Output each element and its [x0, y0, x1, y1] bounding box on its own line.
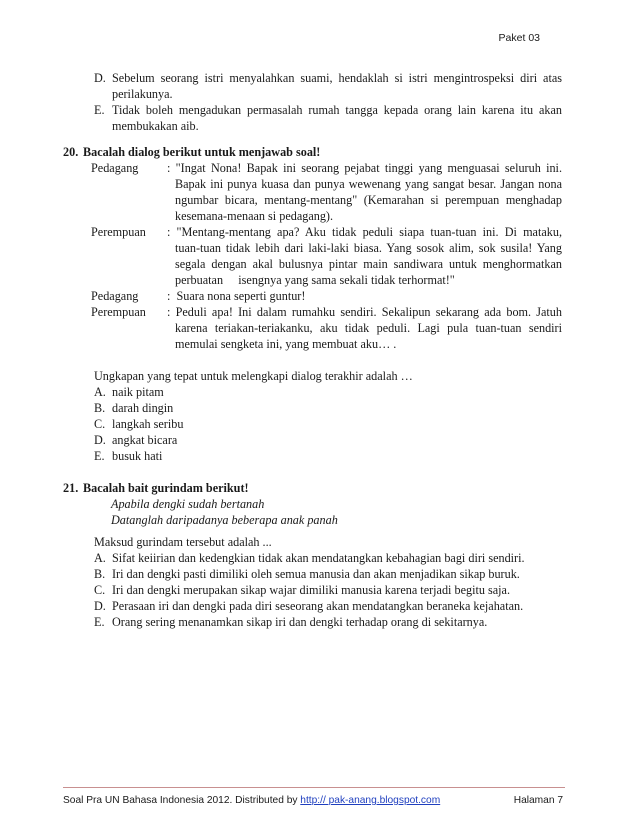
dialog-speaker: Perempuan [91, 225, 146, 239]
option-letter: E. [94, 615, 105, 629]
q20-instruction: Bacalah dialog berikut untuk menjawab soal! [83, 145, 321, 159]
q21-question: Maksud gurindam tersebut adalah ... [94, 535, 272, 549]
dialog-speaker: Pedagang [91, 161, 139, 175]
q21-instruction: Bacalah bait gurindam berikut! [83, 481, 249, 495]
dialog-speaker: Pedagang [91, 289, 139, 303]
dialog-line: : "Mentang-mentang apa? Aku tidak peduli siapa tuan-tuan ini. Di mataku, [167, 225, 562, 239]
option-letter: A. [94, 551, 106, 565]
q19-option-e-line1: Tidak boleh mengadukan permasalah rumah tangga kepada orang lain karena itu akan [112, 103, 562, 117]
option-text: Iri dan dengki merupakan sikap wajar dimiliki manusia karena terjadi begitu saja. [112, 583, 510, 597]
dialog-line: karena teriakan-teriakanku, aku tidak peduli. Lagi pula tuan-tuan sendiri [175, 321, 562, 335]
option-text: Perasaan iri dan dengki pada diri seseorang akan mendatangkan beraneka kejahatan. [112, 599, 524, 613]
q20-question: Ungkapan yang tepat untuk melengkapi dialog terakhir adalah … [94, 369, 413, 383]
q20-option-d [94, 433, 177, 449]
q19-option-d-line1: Sebelum seorang istri menyalahkan suami, hendaklah si istri mengintrospeksi diri atas [112, 71, 562, 85]
option-letter: C. [94, 417, 106, 431]
option-letter: C. [94, 583, 106, 597]
q19-option-d-letter: D. [94, 71, 106, 85]
option-text: darah dingin [112, 401, 174, 415]
gurindam-line-2: Datanglah daripadanya beberapa anak panah [111, 513, 338, 527]
option-text: Orang sering menanamkan sikap iri dan dengki terhadap orang di sekitarnya. [112, 615, 488, 629]
q21-option-e [94, 615, 564, 631]
dialog-line: : Peduli apa! Ini dalam rumahku sendiri. Sekalipun sekarang ada bom. Jatuh [167, 305, 562, 319]
footer-credit [63, 794, 440, 807]
q20-option-c [94, 417, 183, 433]
dialog-line: memulai sengketa ini, yang membuat aku… . [175, 337, 397, 351]
q20-option-a [94, 385, 164, 401]
option-text: angkat bicara [112, 433, 178, 447]
dialog-line: Bapak ini punya kuasa dan punya wewenang yang sangat besar. Jangan nona [175, 177, 562, 191]
option-text: langkah seribu [112, 417, 184, 431]
option-text: Iri dan dengki pasti dimiliki oleh semua manusia dan akan menjadikan sikap buruk. [112, 567, 520, 581]
q19-option-e-letter: E. [94, 103, 105, 117]
dialog-speaker: Perempuan [91, 305, 146, 319]
dialog-line: : "Ingat Nona! Bapak ini seorang pejabat tinggi yang menguasai seluruh ini. [167, 161, 562, 175]
q21-option-b [94, 567, 564, 583]
dialog-line: : Suara nona seperti guntur! [167, 289, 306, 303]
q20-option-e [94, 449, 162, 465]
footer-link[interactable]: http:// pak-anang.blogspot.com [300, 795, 441, 806]
option-letter: B. [94, 401, 106, 415]
dialog-line: perbuatan isengnya yang sama sekali tidak terhormat!" [175, 273, 455, 287]
option-letter: A. [94, 385, 106, 399]
q21-option-a [94, 551, 564, 567]
option-text: busuk hati [112, 449, 163, 463]
q20-number: 20. [63, 145, 79, 159]
q20-option-b [94, 401, 173, 417]
dialog-line: tuan-tuan tidak lebih dari laki-laki biasa. Yang sosok alim, sok susila! Yang [175, 241, 562, 255]
q19-option-e-line2: membukakan aib. [112, 119, 199, 133]
dialog-line: segala dengan akal bulusnya pintar main sandiwara untuk menghormatkan [175, 257, 562, 271]
option-letter: D. [94, 433, 106, 447]
option-text: naik pitam [112, 385, 164, 399]
footer-text: Soal Pra UN Bahasa Indonesia 2012. Distributed by [63, 795, 298, 806]
dialog-line: kesemana-menaan si pedagang). [175, 209, 334, 223]
option-letter: B. [94, 567, 106, 581]
option-letter: E. [94, 449, 105, 463]
footer-page-number: Halaman 7 [513, 795, 563, 806]
gurindam-line-1: Apabila dengki sudah bertanah [111, 497, 265, 511]
q21-option-d [94, 599, 564, 615]
option-text: Sifat keiirian dan kedengkian tidak akan mendatangkan kebahagian bagi diri sendiri. [112, 551, 525, 565]
q21-number: 21. [63, 481, 79, 495]
footer-rule [63, 787, 565, 788]
dialog-line: ngumbar bicara, mentang-mentang" (Kemarahan si perempuan menghadap [175, 193, 562, 207]
page-header-paket: Paket 03 [498, 32, 540, 44]
option-letter: D. [94, 599, 106, 613]
q21-option-c [94, 583, 564, 599]
q19-option-d-line2: perilakunya. [112, 87, 173, 101]
